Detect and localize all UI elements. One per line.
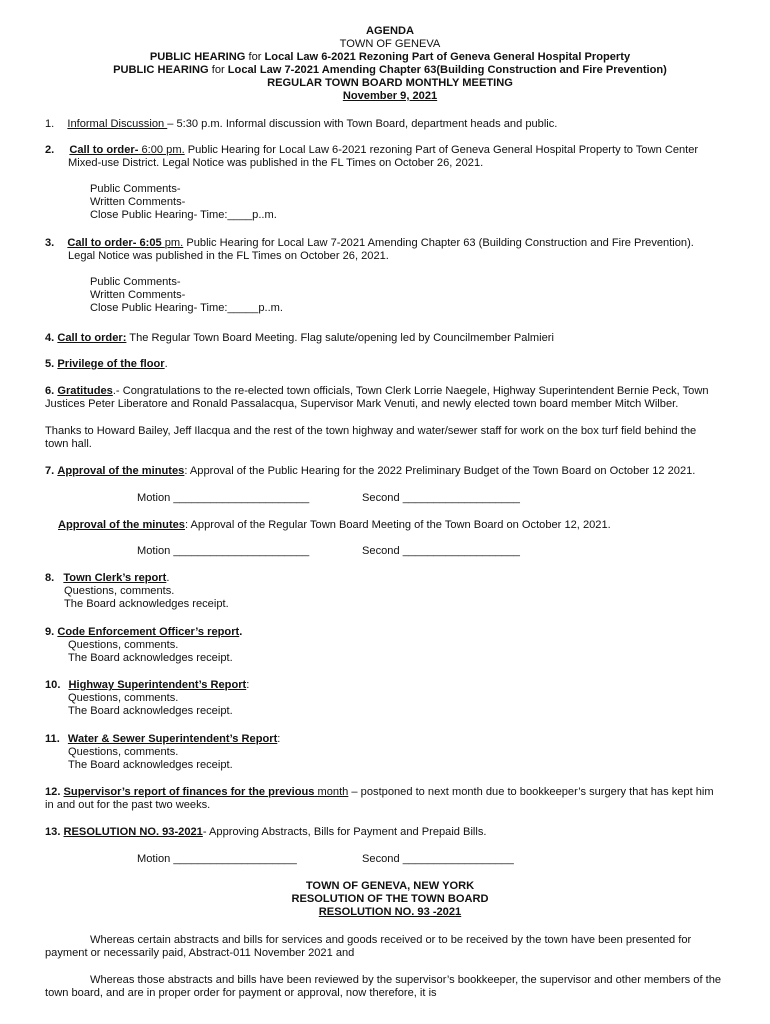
hearing-line-1: PUBLIC HEARING for Local Law 6-2021 Rezoning Part of Geneva General Hospital Property xyxy=(149,51,631,63)
item-13-label: RESOLUTION NO. 93-2021 xyxy=(63,826,203,838)
item-7-motion: Motion ______________________ xyxy=(137,492,310,504)
item-8: 8. Town Clerk’s report. xyxy=(45,572,170,584)
item-6: 6. Gratitudes.- Congratulations to the re-elected town officials, Town Clerk Lorrie Naegele, Highway Superintendent Bernie Peck, Town xyxy=(45,385,709,397)
item-11-notes: Questions, comments. The Board acknowledges receipt. xyxy=(68,746,233,771)
item-7-motion-2: Motion ______________________ xyxy=(137,545,310,557)
item-13: 13. RESOLUTION NO. 93-2021- Approving Abstracts, Bills for Payment and Prepaid Bills. xyxy=(45,826,487,838)
item-12: 12. Supervisor’s report of finances for the previous month – postponed to next month due to bookkeeper’s surgery that has kept him xyxy=(45,786,714,798)
item-1-label: Informal Discussion xyxy=(67,118,168,130)
item-8-label: Town Clerk’s report xyxy=(63,572,167,584)
thanks-line-2: town hall. xyxy=(45,438,92,450)
item-10-label: Highway Superintendent’s Report xyxy=(68,679,247,691)
item-10: 10. Highway Superintendent’s Report: xyxy=(45,679,250,691)
resolution-para-1a: Whereas certain abstracts and bills for services and goods received or to be received by the town have been presented for xyxy=(90,934,692,946)
item-2: 2. Call to order- 6:00 pm. Public Hearing for Local Law 6-2021 rezoning Part of Geneva General Hospital Property to Town Center xyxy=(45,144,699,156)
item-2-line-2: Mixed-use District. Legal Notice was published in the FL Times on October 26, 2021. xyxy=(68,157,484,169)
town-name: TOWN OF GENEVA xyxy=(339,38,441,50)
resolution-para-2a: Whereas those abstracts and bills have been reviewed by the supervisor’s bookkeeper, the supervisor and other members of the xyxy=(90,974,722,986)
item-3-comments: Public Comments- Written Comments- Close Public Hearing- Time:_____p..m. xyxy=(90,276,283,314)
thanks-line-1: Thanks to Howard Bailey, Jeff Ilacqua and the rest of the town highway and water/sewer staff for work on the box turf field behind the xyxy=(45,425,697,437)
item-7-approval-2: Approval of the minutes: Approval of the Regular Town Board Meeting of the Town Board on October 12, 2021. xyxy=(58,519,611,531)
item-6-line-2: Justices Peter Liberatore and Ronald Passalacqua, Supervisor Mark Venuti, and newly elected town board member Mitch Wilber. xyxy=(45,398,679,410)
item-10-notes: Questions, comments. The Board acknowledges receipt. xyxy=(68,692,233,717)
item-7-second-2: Second ___________________ xyxy=(362,545,520,557)
item-8-notes: Questions, comments. The Board acknowledges receipt. xyxy=(64,585,229,610)
item-12-line-2: in and out for the past two weeks. xyxy=(45,799,211,811)
item-3-line-2: Legal Notice was published in the FL Times on October 26, 2021. xyxy=(68,250,389,262)
meeting-title: REGULAR TOWN BOARD MONTHLY MEETING xyxy=(267,77,513,89)
agenda-title: AGENDA xyxy=(365,25,415,37)
item-4-label: Call to order: xyxy=(57,332,127,344)
item-1: 1. Informal Discussion – 5:30 p.m. Informal discussion with Town Board, department heads and public. xyxy=(45,118,558,130)
item-5: 5. Privilege of the floor. xyxy=(45,358,168,370)
item-7-label: Approval of the minutes xyxy=(57,465,185,477)
item-12-label: Supervisor’s report of finances for the previous xyxy=(63,786,315,798)
item-11-label: Water & Sewer Superintendent’s Report xyxy=(67,733,278,745)
item-4: 4. Call to order: The Regular Town Board Meeting. Flag salute/opening led by Councilmember Palmieri xyxy=(45,332,554,344)
item-5-label: Privilege of the floor xyxy=(57,358,165,370)
agenda-header xyxy=(0,25,770,103)
hearing-line-2: PUBLIC HEARING for Local Law 7-2021 Amending Chapter 63(Building Construction and Fire Prevention) xyxy=(113,64,667,76)
item-13-motion: Motion ____________________ xyxy=(137,853,297,865)
item-9-notes: Questions, comments. The Board acknowledges receipt. xyxy=(68,639,233,664)
item-3-label: Call to order- 6:05 xyxy=(67,237,165,249)
meeting-date: November 9, 2021 xyxy=(342,90,438,102)
item-2-comments: Public Comments- Written Comments- Close Public Hearing- Time:____p..m. xyxy=(90,183,277,221)
item-3: 3. Call to order- 6:05 pm. Public Hearing for Local Law 7-2021 Amending Chapter 63 (Building Construction and Fire Prevention). xyxy=(45,237,694,249)
item-2-label: Call to order- xyxy=(69,144,139,156)
item-11: 11. Water & Sewer Superintendent’s Report: xyxy=(45,733,281,745)
item-13-second: Second __________________ xyxy=(362,853,514,865)
item-9-label: Code Enforcement Officer’s report xyxy=(57,626,240,638)
resolution-para-2b: town board, and are in proper order for payment or approval, now therefore, it is xyxy=(45,987,437,999)
item-7-second: Second ___________________ xyxy=(362,492,520,504)
item-6-label: Gratitudes xyxy=(57,385,113,397)
item-9: 9. Code Enforcement Officer’s report. xyxy=(45,626,243,638)
item-7: 7. Approval of the minutes: Approval of the Public Hearing for the 2022 Preliminary Budget of the Town Board on October 12 2021. xyxy=(45,465,696,477)
resolution-para-1b: payment or necessarily paid, Abstract-011 November 2021 and xyxy=(45,947,355,959)
resolution-header: TOWN OF GENEVA, NEW YORK RESOLUTION OF THE TOWN BOARD RESOLUTION NO. 93 -2021 xyxy=(291,880,489,918)
